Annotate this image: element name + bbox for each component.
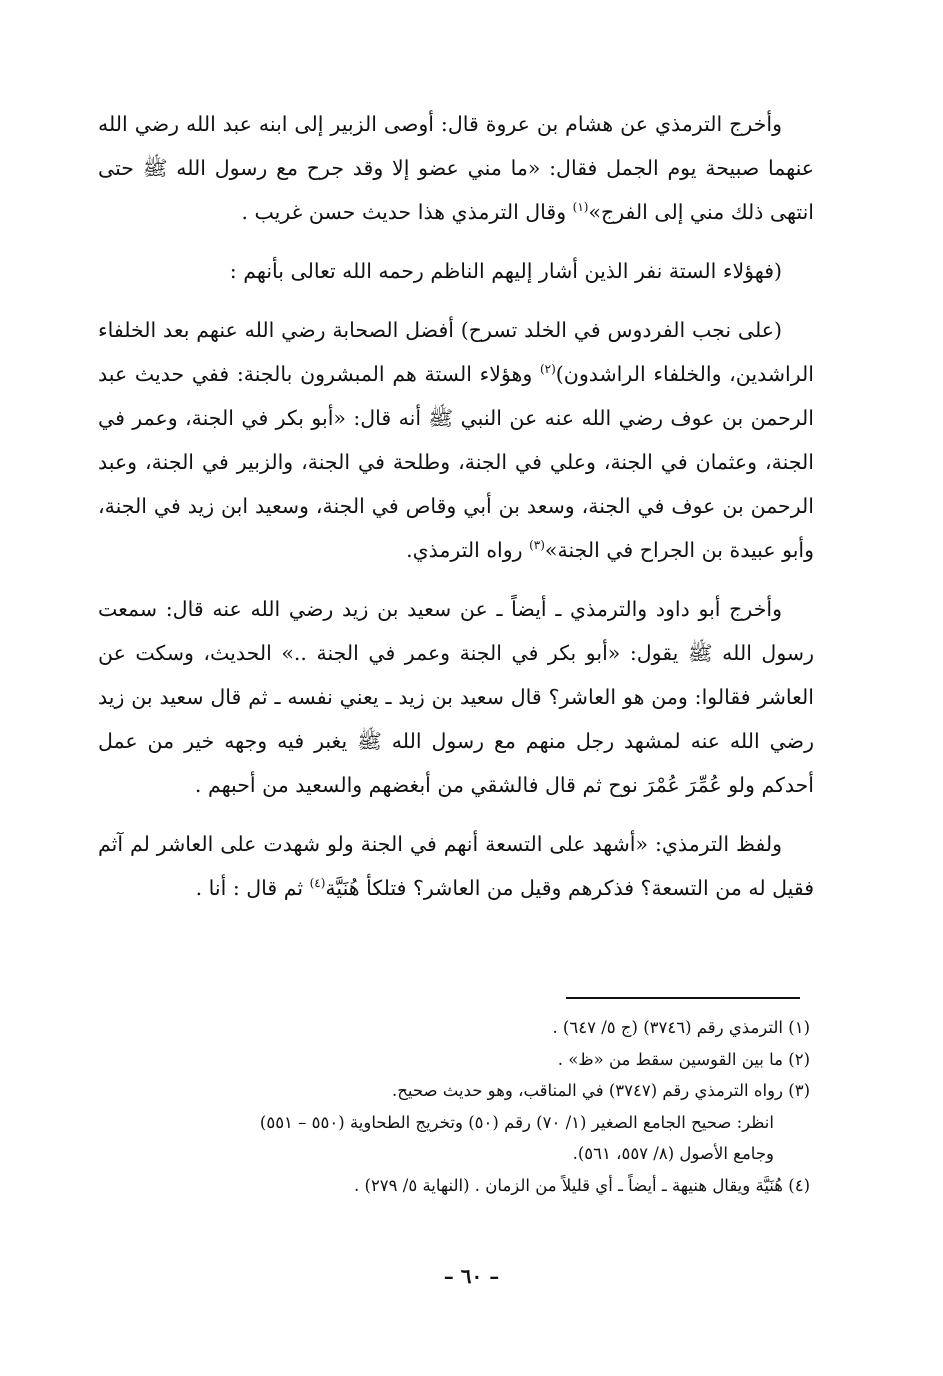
paragraph-six-companions: (فهؤلاء الستة نفر الذين أشار إليهم الناظم رحمه الله تعالى بأنهم :: [229, 259, 782, 283]
footnote-ref-4: (٤): [309, 876, 326, 891]
footnote-ref-1: (١): [572, 200, 589, 215]
page-number: – ٦٠ –: [443, 1264, 500, 1288]
footnote-ref-3: (٣): [529, 538, 545, 553]
footnote-1: (١) الترمذي رقم (٣٧٤٦) (ج ٥/ ٦٤٧) .: [552, 1018, 810, 1037]
footnote-ref-2: (٢): [539, 362, 556, 377]
paragraph-tirmidhi-wording: ولفظ الترمذي: «أشهد على التسعة أنهم في الجنة ولو شهدت على العاشر لم آثم فقيل له من التسعة؟ فذكرهم وقيل من العاشر؟ فتلكأ هُنَيَّة$^{(٤)}$ ثم قال : أنا .: [98, 832, 814, 900]
paragraph-ten-promised: (على نجب الفردوس في الخلد تسرح) أفضل الصحابة رضي الله عنهم بعد الخلفاء الراشدين، والخلفاء الراشدون)$^{(٢)}$ وهؤلاء الستة هم المبشرون بالجنة: ففي حديث عبد الرحمن بن عوف رضي الله عنه عن النبي ﷺ أنه قال: «أبو بكر في الجنة، وعمر في الجنة، وعثمان في الجنة، وعلي في الجنة، وطلحة في الجنة، والزبير في الجنة، وعبد الرحمن بن عوف في الجنة، وسعد بن أبي وقاص في الجنة، وسعيد ابن زيد في الجنة، وأبو عبيدة بن الجراح في الجنة»$^{(٣)}$ رواه الترمذي.: [98, 318, 814, 562]
footnote-4: (٤) هُنَيَّة ويقال هنيهة ـ أيضاً ـ أي قليلاً من الزمان . (النهاية ٥/ ٢٧٩) .: [354, 1175, 810, 1195]
footnote-divider: [566, 997, 800, 999]
footnote-3-continuation: وجامع الأصول (٨/ ٥٥٧، ٥٦١).: [572, 1144, 774, 1163]
main-text: [98, 102, 814, 925]
paragraph-abu-dawud: وأخرج أبو داود والترمذي ـ أيضاً ـ عن سعيد بن زيد رضي الله عنه قال: سمعت رسول الله ﷺ يقول: «أبو بكر في الجنة وعمر في الجنة ..» الحديث، وسكت عن العاشر فقالوا: ومن هو العاشر؟ قال سعيد بن زيد ـ يعني نفسه ـ ثم قال سعيد بن زيد رضي الله عنه لمشهد رجل منهم مع رسول الله ﷺ يغبر فيه وجهه خير من عمل أحدكم ولو عُمِّرَ عُمْرَ نوح ثم قال فالشقي من أبغضهم والسعيد من أحبهم .: [98, 597, 814, 797]
footnote-3-continuation: انظر: صحيح الجامع الصغير (١/ ٧٠) رقم (٥٠) وتخريج الطحاوية (٥٥٠ – ٥٥١): [259, 1112, 774, 1132]
footnotes: [98, 1012, 814, 1201]
paragraph-hadith-zubair: وأخرج الترمذي عن هشام بن عروة قال: أوصى الزبير إلى ابنه عبد الله رضي الله عنهما صبيحة يوم الجمل فقال: «ما مني عضو إلا وقد جرح مع رسول الله ﷺ حتى انتهى ذلك مني إلى الفرج»$^{(١)}$ وقال الترمذي هذا حديث حسن غريب .: [98, 112, 814, 224]
footnote-2: (٢) ما بين القوسين سقط من «ظ» .: [557, 1049, 810, 1069]
footnote-3: (٣) رواه الترمذي رقم (٣٧٤٧) في المناقب، وهو حديث صحيح.: [392, 1081, 810, 1100]
